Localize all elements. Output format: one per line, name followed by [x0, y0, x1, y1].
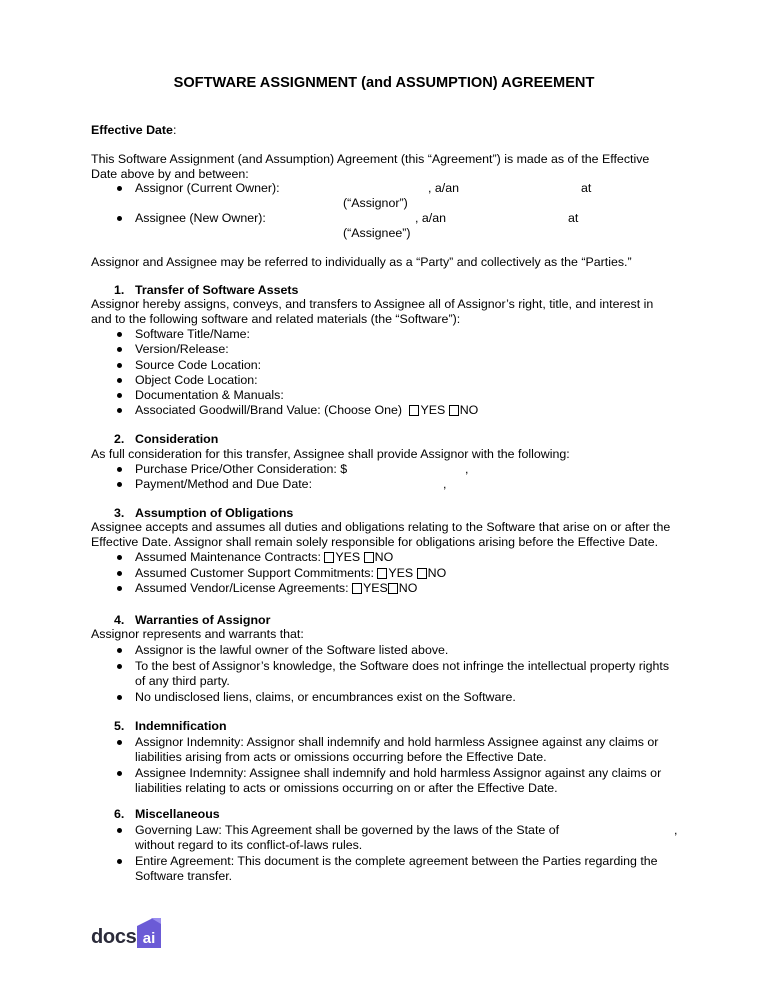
logo-badge-icon — [137, 918, 161, 948]
bullet — [117, 740, 122, 745]
bullet — [117, 555, 122, 560]
assignee-aan: , a/an — [415, 211, 447, 225]
assignee-definition: (“Assignee”) — [343, 226, 411, 240]
section-4-heading: Warranties of Assignor — [135, 613, 271, 627]
section-3-heading: Assumption of Obligations — [135, 506, 294, 520]
goodwill-line — [135, 403, 478, 418]
warranty-item-2a: To the best of Assignor’s knowledge, the Software does not infringe the intellectual property rights — [135, 659, 670, 673]
effective-date-label: Effective Date — [91, 123, 173, 137]
section-1-line-2: and to the following software and related materials (the “Software”): — [91, 312, 461, 326]
bullet — [117, 186, 122, 191]
intro-line-1: This Software Assignment (and Assumption) Agreement (this “Agreement”) is made as of the Effective — [91, 152, 650, 166]
section-4-line-1: Assignor represents and warrants that: — [91, 627, 304, 641]
warranty-item-2b: of any third party. — [135, 674, 230, 688]
bullet — [117, 216, 122, 221]
support-yes-label: YES — [388, 566, 414, 580]
maintenance-no-checkbox[interactable] — [364, 552, 374, 563]
section-5-heading: Indemnification — [135, 719, 227, 733]
vendor-yes-label: YES — [362, 581, 388, 595]
bullet — [117, 771, 122, 776]
bullet — [117, 586, 122, 591]
assignee-at: at — [568, 211, 579, 225]
version-field: Version/Release: — [135, 342, 229, 356]
vendor-no-label: NO — [398, 581, 418, 595]
purchase-price-comma: , — [465, 462, 469, 476]
governing-law-a: Governing Law: This Agreement shall be governed by the laws of the State of — [135, 823, 560, 837]
assignor-at: at — [581, 181, 592, 195]
bullet — [117, 571, 122, 576]
entire-agreement-a: Entire Agreement: This document is the complete agreement between the Parties regarding the — [135, 854, 658, 868]
assignor-aan: , a/an — [428, 181, 460, 195]
payment-method-comma: , — [443, 477, 447, 491]
goodwill-no-checkbox[interactable] — [449, 405, 459, 416]
bullet — [117, 393, 122, 398]
support-commitments-line — [135, 566, 446, 581]
warranty-item-3: No undisclosed liens, claims, or encumbrances exist on the Software. — [135, 690, 516, 704]
section-1-heading: Transfer of Software Assets — [135, 283, 299, 297]
documentation-field: Documentation & Manuals: — [135, 388, 284, 402]
section-2-number: 2. — [114, 432, 125, 446]
section-6-heading: Miscellaneous — [135, 807, 220, 821]
support-no-label: NO — [427, 566, 447, 580]
goodwill-no-label: NO — [459, 403, 479, 417]
governing-law-b: without regard to its conflict-of-laws rules. — [135, 838, 363, 852]
assignor-label: Assignor (Current Owner): — [135, 181, 280, 195]
bullet — [117, 482, 122, 487]
assignee-label: Assignee (New Owner): — [135, 211, 266, 225]
goodwill-yes-label: YES — [420, 403, 446, 417]
goodwill-label: Associated Goodwill/Brand Value: (Choose One) — [135, 403, 402, 417]
software-title-field: Software Title/Name: — [135, 327, 251, 341]
bullet — [117, 332, 122, 337]
logo-text: docs — [91, 926, 137, 948]
assignor-indemnity-b: liabilities arising from acts or omissions occurring before the Effective Date. — [135, 750, 547, 764]
bullet — [117, 408, 122, 413]
assignor-definition: (“Assignor”) — [343, 196, 408, 210]
section-1-line-1: Assignor hereby assigns, conveys, and transfers to Assignee all of Assignor’s right, title, and interest in — [91, 297, 654, 311]
section-4-number: 4. — [114, 613, 125, 627]
assignee-indemnity-b: liabilities relating to acts or omissions occurring on or after the Effective Date. — [135, 781, 558, 795]
object-code-field: Object Code Location: — [135, 373, 258, 387]
bullet — [117, 695, 122, 700]
maintenance-no-label: NO — [374, 550, 394, 564]
purchase-price-field: Purchase Price/Other Consideration: $ — [135, 462, 348, 476]
logo-badge-text: ai — [142, 930, 156, 947]
bullet — [117, 859, 122, 864]
bullet — [117, 828, 122, 833]
support-no-checkbox[interactable] — [417, 568, 427, 579]
entire-agreement-b: Software transfer. — [135, 869, 233, 883]
vendor-license-line — [135, 581, 417, 596]
vendor-license-label: Assumed Vendor/License Agreements: — [135, 581, 349, 595]
section-3-number: 3. — [114, 506, 125, 520]
maintenance-contracts-line — [135, 550, 393, 565]
vendor-yes-checkbox[interactable] — [352, 583, 362, 594]
assignee-indemnity-a: Assignee Indemnity: Assignee shall indemnify and hold harmless Assignor against any claims or — [135, 766, 662, 780]
intro-line-2: Date above by and between: — [91, 167, 249, 181]
assignor-indemnity-a: Assignor Indemnity: Assignor shall indemnify and hold harmless Assignee against any claims or — [135, 735, 659, 749]
parties-collective: Assignor and Assignee may be referred to individually as a “Party” and collectively as the “Parties.” — [91, 255, 632, 269]
document-title: SOFTWARE ASSIGNMENT (and ASSUMPTION) AGREEMENT — [173, 75, 595, 91]
support-commitments-label: Assumed Customer Support Commitments: — [135, 566, 374, 580]
section-2-line-1: As full consideration for this transfer, Assignee shall provide Assignor with the following: — [91, 447, 570, 461]
support-yes-checkbox[interactable] — [377, 568, 387, 579]
warranty-item-1: Assignor is the lawful owner of the Software listed above. — [135, 643, 449, 657]
section-5-number: 5. — [114, 719, 125, 733]
maintenance-yes-checkbox[interactable] — [324, 552, 334, 563]
bullet — [117, 363, 122, 368]
payment-method-field: Payment/Method and Due Date: — [135, 477, 313, 491]
vendor-no-checkbox[interactable] — [388, 583, 398, 594]
section-1-number: 1. — [114, 283, 125, 297]
bullet — [117, 664, 122, 669]
bullet — [117, 467, 122, 472]
source-code-field: Source Code Location: — [135, 358, 262, 372]
effective-date-line — [91, 123, 176, 138]
section-2-heading: Consideration — [135, 432, 219, 446]
goodwill-yes-checkbox[interactable] — [409, 405, 419, 416]
section-3-line-1: Assignee accepts and assumes all duties and obligations relating to the Software that arise on or after the — [91, 520, 671, 534]
effective-date-colon: : — [172, 123, 177, 137]
governing-law-comma: , — [674, 823, 678, 837]
maintenance-yes-label: YES — [335, 550, 361, 564]
maintenance-contracts-label: Assumed Maintenance Contracts: — [135, 550, 321, 564]
bullet — [117, 378, 122, 383]
section-3-line-2: Effective Date. Assignor shall remain solely responsible for obligations arising before the Effective Date. — [91, 535, 659, 549]
bullet — [117, 648, 122, 653]
bullet — [117, 347, 122, 352]
section-6-number: 6. — [114, 807, 125, 821]
